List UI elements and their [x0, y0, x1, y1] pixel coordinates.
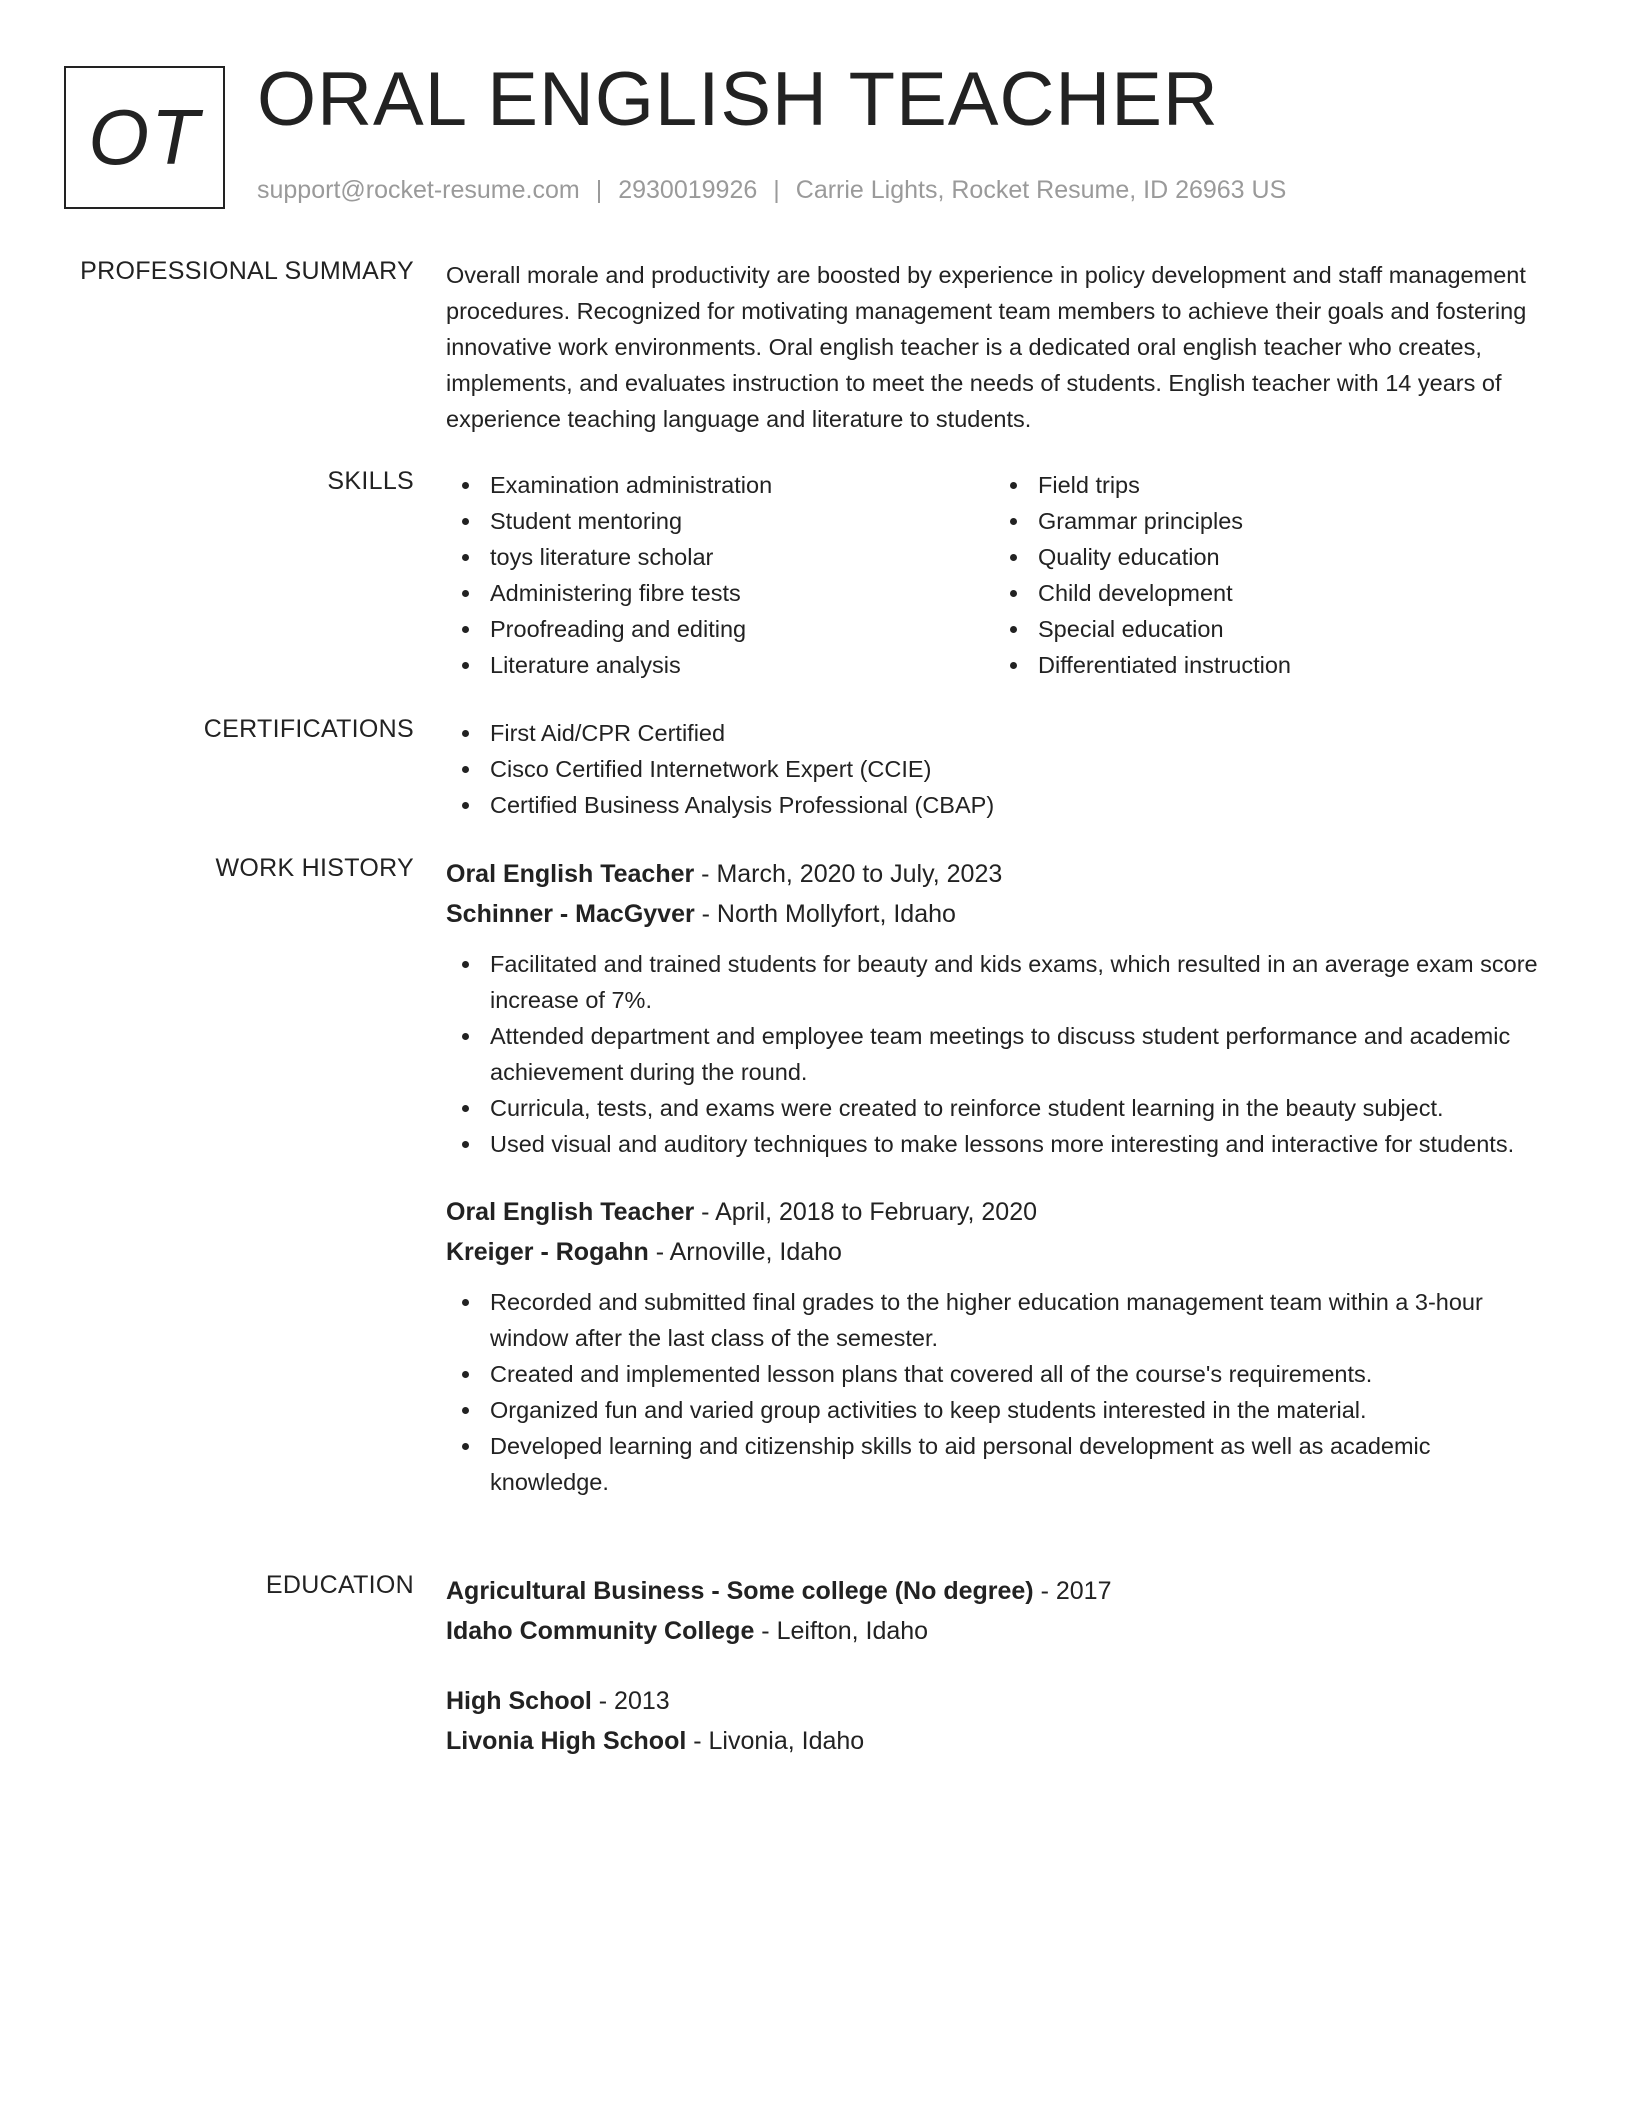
- school: Livonia High School: [446, 1727, 687, 1755]
- job-entry: [446, 854, 1544, 1162]
- school-location: - Livonia, Idaho: [686, 1727, 865, 1755]
- degree-year: - 2017: [1033, 1577, 1112, 1605]
- certifications-list-wrap: [446, 715, 1544, 823]
- job-dates: - March, 2020 to July, 2023: [694, 860, 1003, 888]
- job-title: Oral English Teacher: [446, 1198, 695, 1226]
- skill-item: Quality education: [994, 539, 1542, 575]
- skill-item: Field trips: [994, 467, 1542, 503]
- job-duty: Attended department and employee team meetings to discuss student performance and academic achievement during the round.: [446, 1018, 1544, 1090]
- skill-item: Examination administration: [446, 467, 994, 503]
- degree: High School: [446, 1687, 592, 1715]
- contact-line: [257, 176, 1286, 205]
- job-title-line: [446, 854, 1544, 894]
- page-title: ORAL ENGLISH TEACHER: [257, 57, 1219, 142]
- work-history-heading: WORK HISTORY: [215, 854, 414, 882]
- school-line: [446, 1721, 1544, 1761]
- job-duties: [446, 946, 1544, 1162]
- skills-column-2: [994, 467, 1542, 683]
- skill-item: Grammar principles: [994, 503, 1542, 539]
- job-company: Kreiger - Rogahn: [446, 1238, 649, 1266]
- job-location: - North Mollyfort, Idaho: [694, 900, 956, 928]
- skills-heading: SKILLS: [327, 467, 414, 495]
- job-duty: Developed learning and citizenship skills to aid personal development as well as academic knowledge.: [446, 1428, 1544, 1500]
- job-duties: [446, 1284, 1544, 1500]
- certification-item: First Aid/CPR Certified: [446, 715, 1544, 751]
- job-entry: [446, 1192, 1544, 1500]
- job-title-line: [446, 1192, 1544, 1232]
- summary-heading: PROFESSIONAL SUMMARY: [80, 257, 414, 285]
- job-duty: Created and implemented lesson plans that covered all of the course's requirements.: [446, 1356, 1544, 1392]
- certification-item: Cisco Certified Internetwork Expert (CCIE): [446, 751, 1544, 787]
- job-company: Schinner - MacGyver: [446, 900, 695, 928]
- job-location: - Arnoville, Idaho: [648, 1238, 842, 1266]
- education-entry: [446, 1571, 1544, 1651]
- skill-item: toys literature scholar: [446, 539, 994, 575]
- education-body: [446, 1571, 1544, 1761]
- contact-address: Carrie Lights, Rocket Resume, ID 26963 US: [795, 176, 1287, 204]
- school: Idaho Community College: [446, 1617, 755, 1645]
- skill-item: Literature analysis: [446, 647, 994, 683]
- job-dates: - April, 2018 to February, 2020: [694, 1198, 1038, 1226]
- education-heading: EDUCATION: [265, 1571, 414, 1599]
- work-history-body: [446, 854, 1544, 1500]
- skill-item: Child development: [994, 575, 1542, 611]
- contact-separator: |: [595, 176, 603, 204]
- job-title: Oral English Teacher: [446, 860, 695, 888]
- job-duty: Curricula, tests, and exams were created to reinforce student learning in the beauty subject.: [446, 1090, 1544, 1126]
- skills-list: [446, 467, 1544, 683]
- education-entry: [446, 1681, 1544, 1761]
- certification-item: Certified Business Analysis Professional (CBAP): [446, 787, 1544, 823]
- degree-line: [446, 1571, 1544, 1611]
- contact-phone[interactable]: 2930019926: [618, 176, 758, 204]
- job-company-line: [446, 1232, 1544, 1272]
- certifications-list: [446, 715, 1544, 823]
- degree-year: - 2013: [591, 1687, 670, 1715]
- contact-separator: |: [773, 176, 780, 204]
- summary-text: Overall morale and productivity are boosted by experience in policy development and staff management procedures. Recognized for motivating management team members to achieve their goals and fostering innovative work environments. Oral english teacher is a dedicated oral english teacher who creates, implements, and evaluates instruction to meet the needs of students. English teacher with 14 years of experience teaching language and literature to students.: [446, 262, 1527, 432]
- contact-email[interactable]: support@rocket-resume.com: [257, 176, 580, 204]
- job-company-line: [446, 894, 1544, 934]
- skill-item: Special education: [994, 611, 1542, 647]
- skill-item: Administering fibre tests: [446, 575, 994, 611]
- monogram-initials: OT: [88, 93, 201, 181]
- degree: Agricultural Business - Some college (No degree): [446, 1577, 1034, 1605]
- skill-item: Student mentoring: [446, 503, 994, 539]
- degree-line: [446, 1681, 1544, 1721]
- school-location: - Leifton, Idaho: [754, 1617, 929, 1645]
- skills-column-1: [446, 467, 994, 683]
- school-line: [446, 1611, 1544, 1651]
- job-duty: Used visual and auditory techniques to make lessons more interesting and interactive for students.: [446, 1126, 1544, 1162]
- monogram-box: [64, 66, 225, 209]
- skill-item: Differentiated instruction: [994, 647, 1542, 683]
- certifications-heading: CERTIFICATIONS: [203, 715, 414, 743]
- job-duty: Facilitated and trained students for beauty and kids exams, which resulted in an average exam score increase of 7%.: [446, 946, 1544, 1018]
- job-duty: Recorded and submitted final grades to the higher education management team within a 3-hour window after the last class of the semester.: [446, 1284, 1544, 1356]
- skill-item: Proofreading and editing: [446, 611, 994, 647]
- job-duty: Organized fun and varied group activities to keep students interested in the material.: [446, 1392, 1544, 1428]
